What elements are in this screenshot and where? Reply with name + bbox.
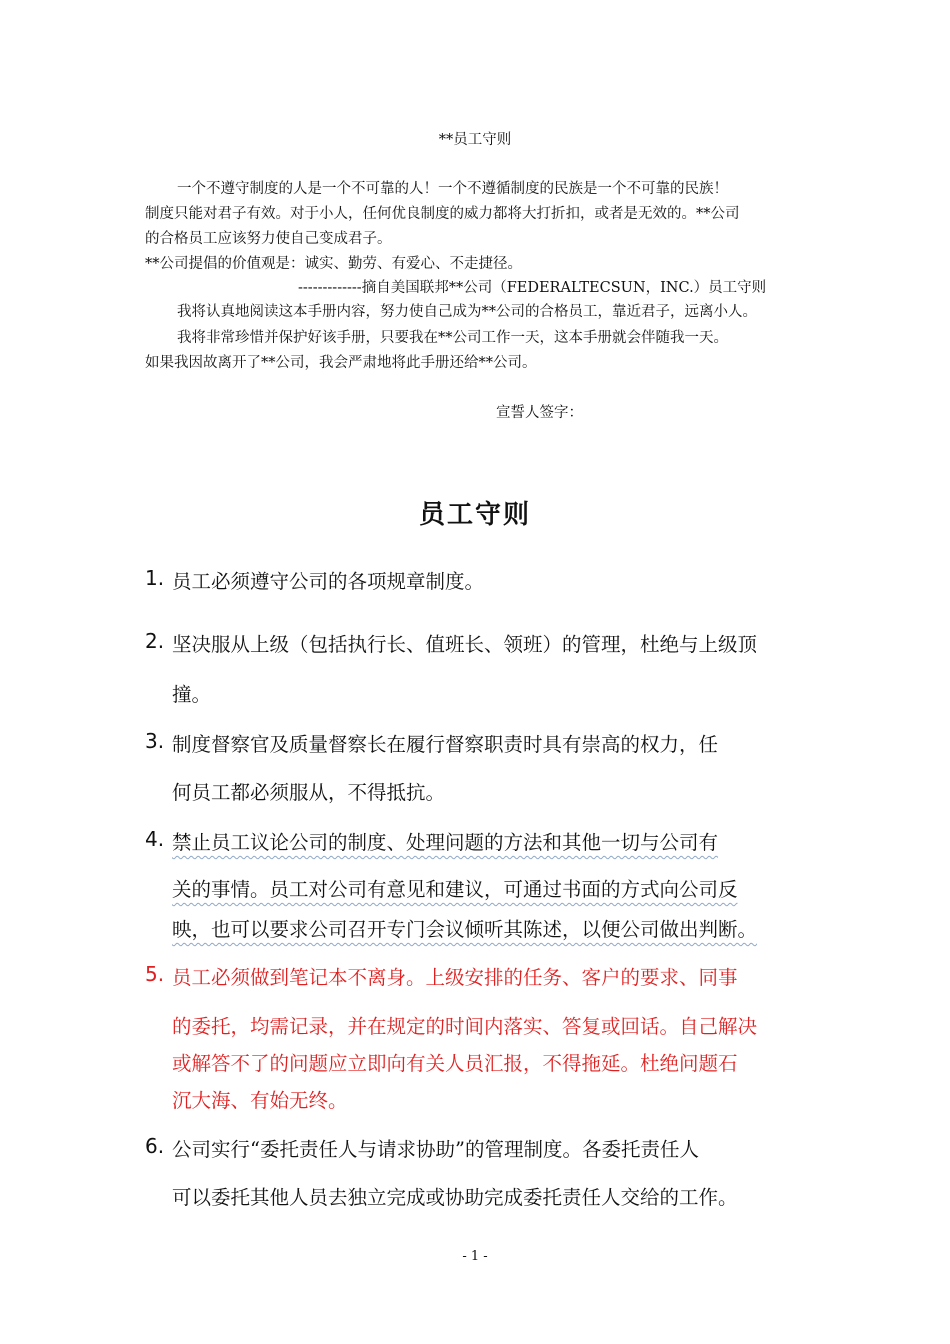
rule-text-line: 公司实行“委托责任人与请求协助”的管理制度。各委托责任人 xyxy=(172,1138,699,1161)
rule-text-line: 何员工都必须服从，不得抵抗。 xyxy=(172,781,446,804)
intro-line-7: 如果我因故离开了**公司，我会严肃地将此手册还给**公司。 xyxy=(145,355,537,371)
rule-text-line: 员工必须做到笔记本不离身。上级安排的任务、客户的要求、同事 xyxy=(172,966,738,989)
rule-text-line: 沉大海、有始无终。 xyxy=(172,1089,348,1112)
page-number: - 1 - xyxy=(462,1249,488,1264)
rule-text-line: 关的事情。员工对公司有意见和建议，可通过书面的方式向公司反 xyxy=(172,878,738,901)
source-line: -------------摘自美国联邦**公司（FEDERALTECSUN，INC.）员工守则 xyxy=(298,280,767,296)
rule-text-line: 可以委托其他人员去独立完成或协助完成委托责任人交给的工作。 xyxy=(172,1186,738,1209)
intro-line-6: 我将非常珍惜并保护好该手册，只要我在**公司工作一天，这本手册就会伴随我一天。 xyxy=(177,330,728,346)
rule-number: 5. xyxy=(145,962,165,986)
rule-number: 6. xyxy=(145,1134,165,1158)
rule-text-line: 制度督察官及质量督察长在履行督察职责时具有崇高的权力，任 xyxy=(172,733,719,756)
rule-number: 4. xyxy=(145,827,165,851)
page-title: 员工守则 xyxy=(418,500,531,530)
signature-label: 宣誓人签字： xyxy=(496,405,583,421)
rule-number: 2. xyxy=(145,629,165,653)
intro-line-4: **公司提倡的价值观是：诚实、勤劳、有爱心、不走捷径。 xyxy=(145,256,522,272)
intro-line-2: 制度只能对君子有效。对于小人，任何优良制度的威力都将大打折扣，或者是无效的。**公司 xyxy=(145,206,740,222)
rule-text-line: 员工必须遵守公司的各项规章制度。 xyxy=(172,570,485,593)
rule-text-line: 或解答不了的问题应立即向有关人员汇报，不得拖延。杜绝问题石 xyxy=(172,1052,738,1075)
rule-number: 3. xyxy=(145,729,165,753)
intro-line-3: 的合格员工应该努力使自己变成君子。 xyxy=(145,231,392,247)
intro-line-1: 一个不遵守制度的人是一个不可靠的人！一个不遵循制度的民族是一个不可靠的民族！ xyxy=(177,181,728,197)
rule-text-line: 禁止员工议论公司的制度、处理问题的方法和其他一切与公司有 xyxy=(172,831,719,854)
rule-number: 1. xyxy=(145,566,165,590)
intro-line-5: 我将认真地阅读这本手册内容，努力使自己成为**公司的合格员工，靠近君子，远离小人。 xyxy=(177,304,757,320)
small-title: **员工守则 xyxy=(438,132,512,148)
rule-text-line: 坚决服从上级（包括执行长、值班长、领班）的管理，杜绝与上级顶 xyxy=(172,633,758,656)
rule-text-line: 的委托，均需记录，并在规定的时间内落实、答复或回话。自己解决 xyxy=(172,1015,758,1038)
rule-text-line: 映，也可以要求公司召开专门会议倾听其陈述，以便公司做出判断。 xyxy=(172,918,758,941)
rule-text-line: 撞。 xyxy=(172,683,212,706)
